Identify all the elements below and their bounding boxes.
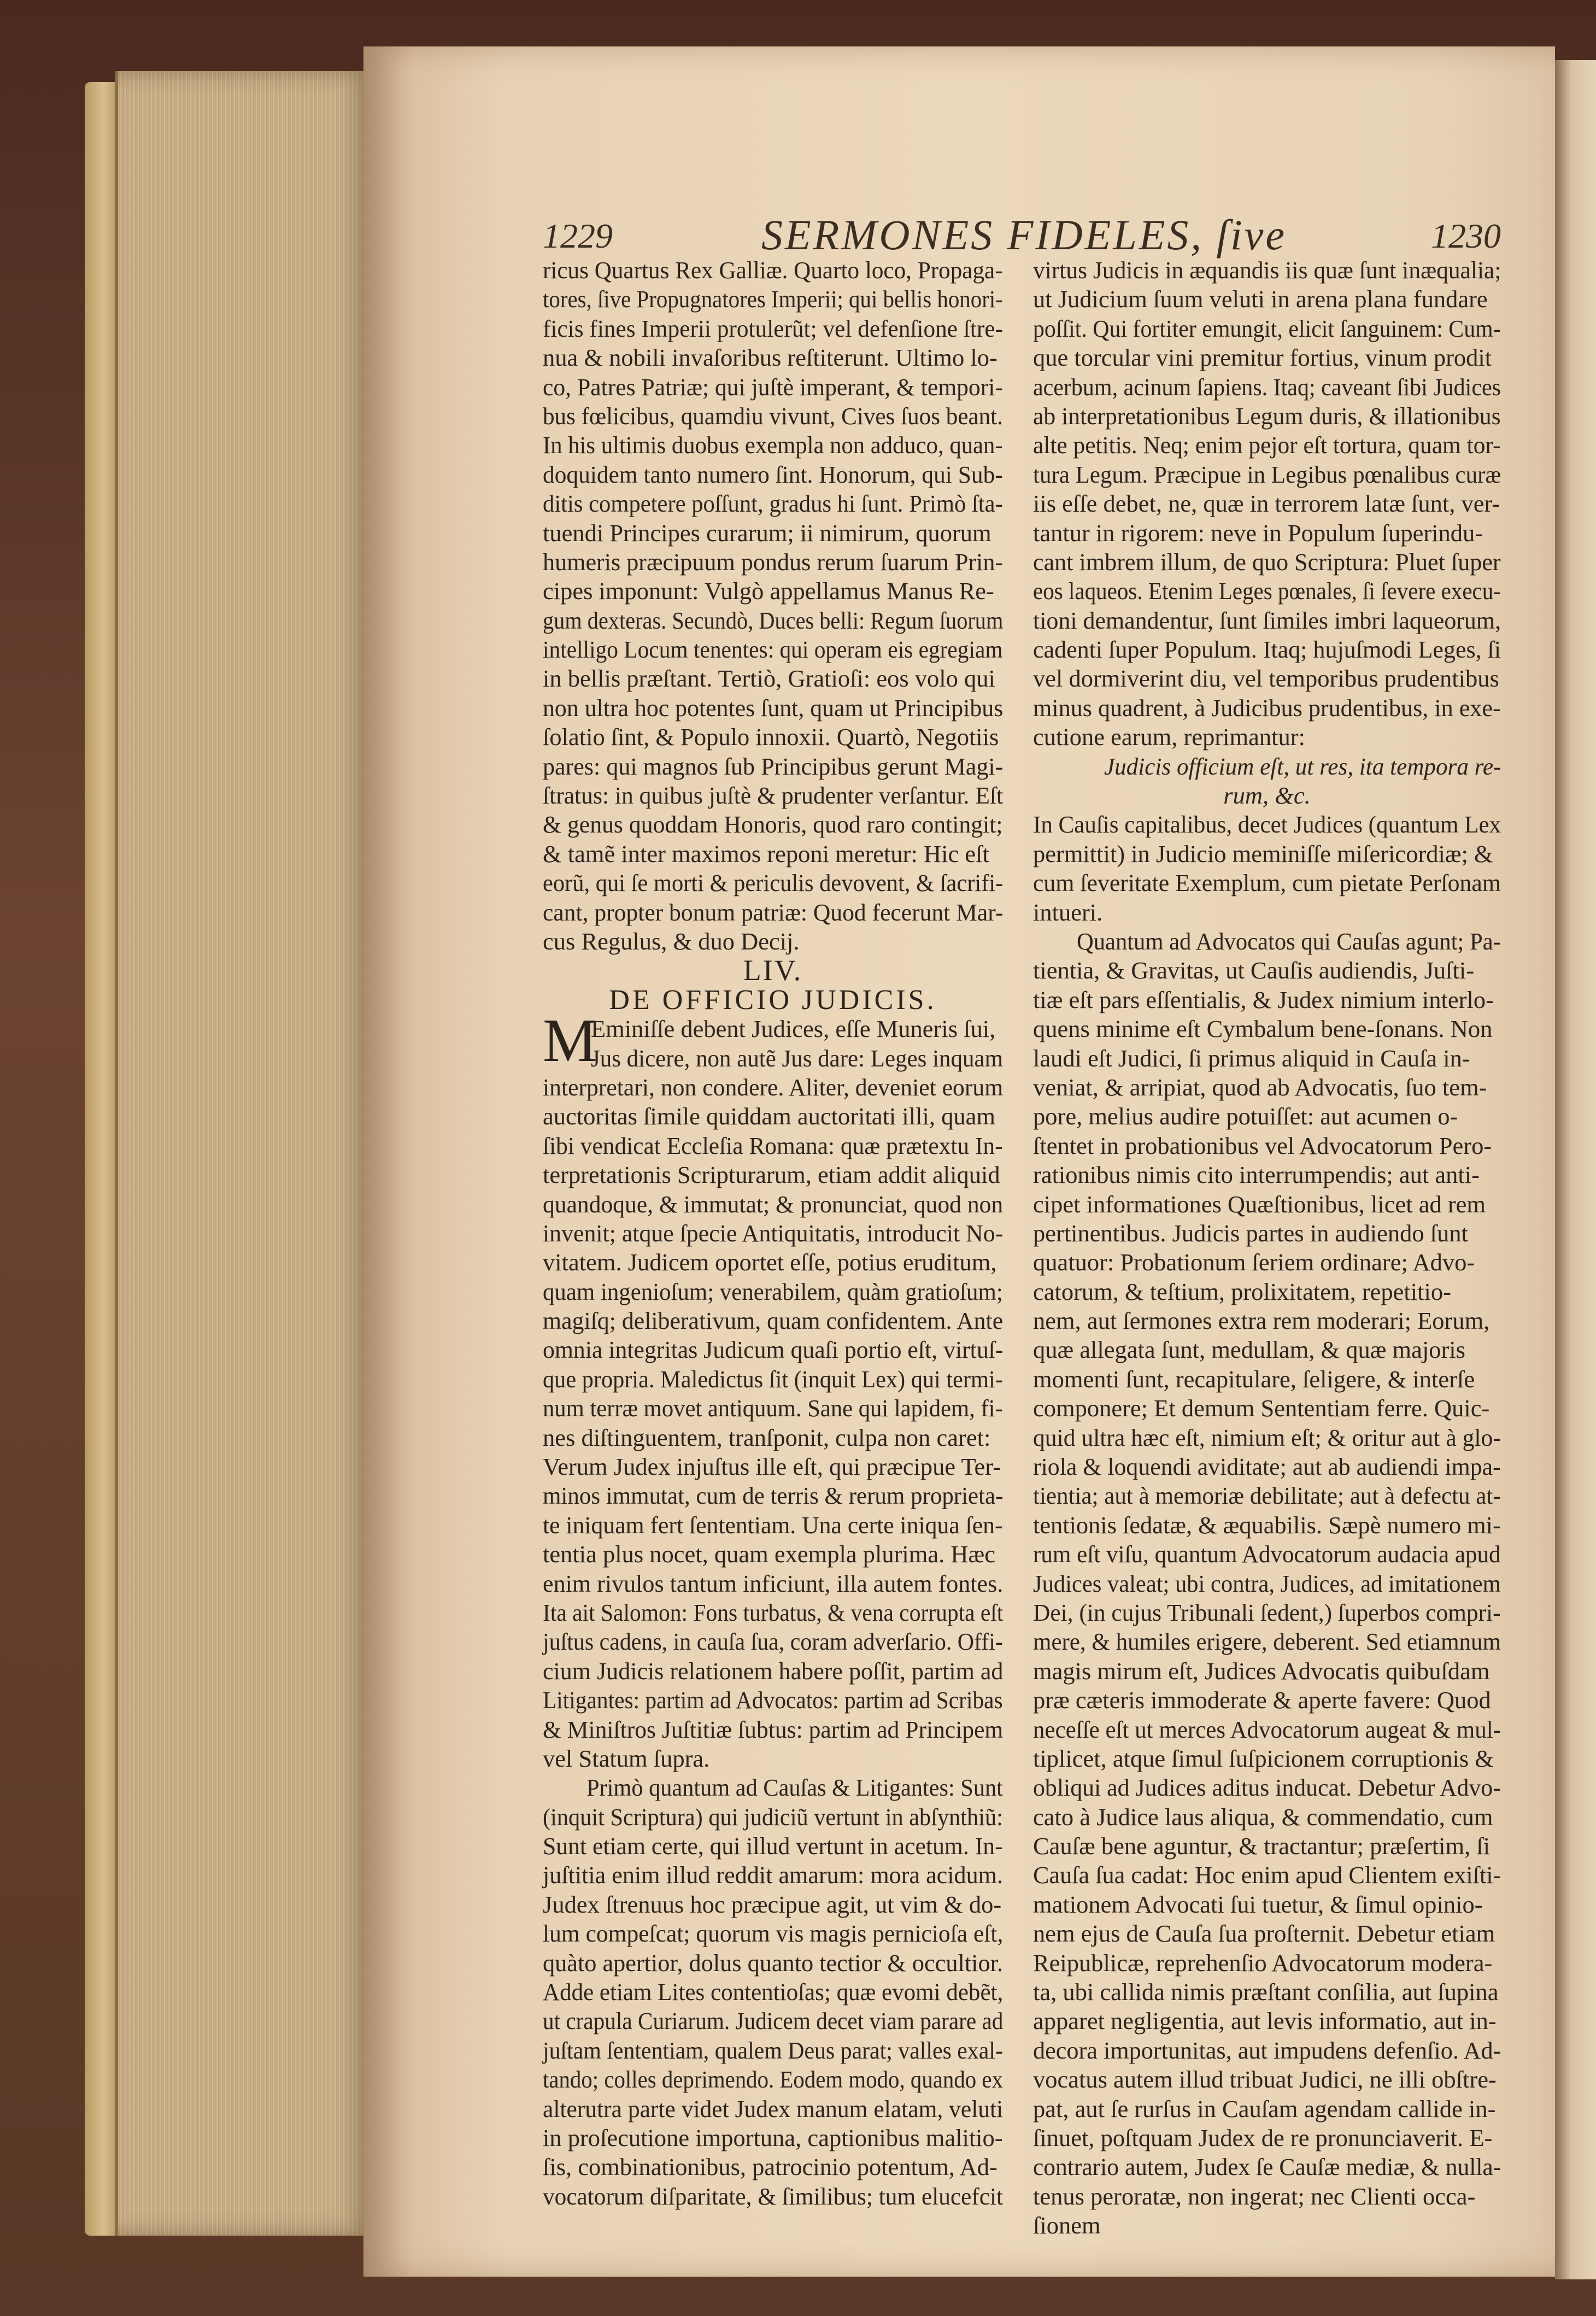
left-column-line: Adde etiam Lites contentioſas; quæ evomi debẽt, xyxy=(543,1978,1004,2006)
right-column-line: nem ejus de Cauſa ſua proſternit. Debetur etiam xyxy=(1033,1920,1495,1948)
left-column-line: (inquit Scriptura) qui judiciũ vertunt in abſynthiũ: xyxy=(543,1803,1003,1831)
right-column-line: ta, ubi callida nimis præſtant conſilia, aut ſupina xyxy=(1033,1978,1499,2006)
right-column-line: rum eſt viſu, quantum Advocatorum audacia apud xyxy=(1033,1540,1501,1568)
text-column-right xyxy=(1033,256,1501,2241)
right-column-line: decora importunitas, aut impudens defenſio. Ad- xyxy=(1033,2036,1501,2064)
right-column-line: obliqui ad Judices aditus inducat. Debetur Advo- xyxy=(1033,1774,1501,1802)
left-column-line: tores, ſive Propugnatores Imperii; qui bellis honori- xyxy=(543,285,1003,313)
right-column-line: cutione earum, reprimantur: xyxy=(1033,723,1305,751)
right-column-line: laudi eſt Judici, ſi primus aliquid in Cauſa in- xyxy=(1033,1044,1470,1072)
left-column-line: que propria. Maledictus ſit (inquit Lex) qui termi- xyxy=(543,1365,1003,1393)
right-column-line: veniat, & arripiat, quod ab Advocatis, ſuo tem- xyxy=(1033,1073,1487,1101)
left-column-line: Primò quantum ad Cauſas & Litigantes: Sunt xyxy=(586,1774,1003,1802)
left-column-line: tando; colles deprimendo. Eodem modo, quando ex xyxy=(543,2066,1003,2094)
left-column-line: nua & nobili invaſoribus reſtiterunt. Ultimo lo- xyxy=(543,344,998,372)
right-column-line: tenus peroratæ, non ingerat; nec Clienti occa- xyxy=(1033,2182,1476,2210)
right-column-line: In Cauſis capitalibus, decet Judices (quantum Lex xyxy=(1033,811,1501,839)
left-column-line: te iniquam fert ſententiam. Una certe iniqua ſen- xyxy=(543,1511,1003,1539)
left-column-line: Sunt etiam certe, qui illud vertunt in acetum. In- xyxy=(543,1832,1003,1860)
left-column-line: in bellis præſtant. Tertiò, Gratioſi: eos volo qui xyxy=(543,665,995,693)
right-column-line: præ cæteris immoderate & aperte favere: Quod xyxy=(1033,1686,1491,1714)
right-column-line: quens minime eſt Cymbalum bene-ſonans. Non xyxy=(1033,1015,1493,1043)
page-number-left: 1229 xyxy=(543,216,613,255)
right-column-line: Dei, (in cujus Tribunali ſedent,) ſuperbos compri- xyxy=(1033,1598,1501,1626)
right-column-line: neceſſe eſt ut merces Advocatorum augeat & mul- xyxy=(1033,1715,1501,1743)
right-column-line: componere; Et demum Sententiam ferre. Quic- xyxy=(1033,1394,1490,1422)
right-column-line: tioni demandentur, ſunt ſimiles imbri laqueorum, xyxy=(1033,606,1501,634)
right-column-line: intueri. xyxy=(1033,898,1103,926)
right-column-line: tura Legum. Præcipue in Legibus pœnalibus curæ xyxy=(1033,460,1501,488)
left-column-line: Verum Judex injuſtus ille eſt, qui præcipue Ter- xyxy=(543,1453,1001,1481)
right-column-line: Judicis officium eſt, ut res, ita tempora re- xyxy=(1104,752,1501,780)
left-column-line: vel Statum ſupra. xyxy=(543,1744,710,1772)
left-column-line: LIV. xyxy=(743,954,803,987)
left-column-line: Eminiſſe debent Judices, eſſe Muneris ſui, xyxy=(591,1015,996,1043)
right-column-line: cum ſeveritate Exemplum, cum pietate Perſonam xyxy=(1033,869,1501,897)
left-column-line: & Miniſtros Juſtitiæ ſubtus: partim ad Principem xyxy=(543,1715,1004,1743)
right-column-line: minus quadrent, à Judicibus prudentibus, in exe- xyxy=(1033,694,1501,722)
right-column-line: nem, aut ſermones extra rem moderari; Eorum, xyxy=(1033,1307,1490,1335)
right-column-line: pat, aut ſe rurſus in Cauſam agendam callide in- xyxy=(1033,2095,1496,2122)
right-column-line: ſinuet, poſtquam Judex de re pronunciaverit. E- xyxy=(1033,2124,1493,2151)
right-column-line: tientia, & Gravitas, ut Cauſis audiendis, Juſti- xyxy=(1033,957,1475,984)
left-column-line: Judex ſtrenuus hoc præcipue agit, ut vim & do- xyxy=(543,1890,1002,1918)
left-column-line: cium Judicis relationem habere poſſit, partim ad xyxy=(543,1657,1004,1685)
right-column-line: ſtentet in probationibus vel Advocatorum Pero- xyxy=(1033,1131,1492,1159)
left-column-line: vitatem. Judicem oportet eſſe, potius eruditum, xyxy=(543,1248,997,1276)
left-column-line: Ita ait Salomon: Fons turbatus, & vena corrupta eſt xyxy=(543,1598,1004,1626)
right-column-line: vocatus autem illud tribuat Judici, ne illi obſtre- xyxy=(1033,2066,1497,2094)
left-column-line: omnia integritas Judicum quaſi portio eſt, virtuſ- xyxy=(543,1336,1004,1364)
right-column-line: magis mirum eſt, Judices Advocatis quibuſdam xyxy=(1033,1657,1490,1685)
left-column-line: tentia plus nocet, quam exempla plurima. Hæc xyxy=(543,1540,995,1568)
right-column-line: quid ultra hæc eſt, nimium eſt; & oritur aut à glo- xyxy=(1033,1423,1501,1451)
right-column-line: momenti ſunt, recapitulare, ſeligere, & interſe xyxy=(1033,1365,1475,1393)
right-column-line: Quantum ad Advocatos qui Cauſas agunt; Pa- xyxy=(1077,927,1501,955)
left-column-line: in proſecutione importuna, captionibus malitio- xyxy=(543,2124,1003,2151)
right-column-line: Cauſa ſua cadat: Hoc enim apud Clientem exiſti- xyxy=(1033,1861,1501,1889)
right-column-line: virtus Judicis in æquandis iis quæ ſunt inæqualia; xyxy=(1033,256,1501,284)
right-column-line: rationibus nimis cito interrumpendis; aut anti- xyxy=(1033,1161,1480,1189)
left-column-line: eorũ, qui ſe morti & periculis devovent, & ſacrifi- xyxy=(543,869,1004,897)
right-column-line: riola & loquendi aviditate; aut ab audiendi impa- xyxy=(1033,1453,1501,1481)
left-column-line: humeris præcipuum pondus rerum ſuarum Prin- xyxy=(543,548,1004,576)
right-column-line: Cauſæ bene aguntur, & tractantur; præſertim, ſi xyxy=(1033,1832,1491,1860)
left-column-line: cant, propter bonum patriæ: Quod fecerunt Mar- xyxy=(543,898,1004,926)
right-column-line: iis eſſe debet, ne, quæ in terrorem latæ ſunt, ver- xyxy=(1033,490,1500,518)
left-column-line: lum compeſcat; quorum vis magis pernicioſa eſt, xyxy=(543,1920,1004,1948)
page-number-right: 1230 xyxy=(1431,216,1501,255)
right-column-line: tiæ eſt pars eſſentialis, & Judex nimium interlo- xyxy=(1033,986,1494,1013)
right-column-line: quatuor: Probationum ſeriem ordinare; Advo- xyxy=(1033,1248,1475,1276)
right-column-line: pore, melius audire potuiſſet: aut acumen o- xyxy=(1033,1103,1458,1130)
right-column-line: tientia; aut à memoriæ debilitate; aut à defectu at- xyxy=(1033,1482,1501,1510)
left-column-line: interpretari, non condere. Aliter, deveniet eorum xyxy=(543,1073,1004,1101)
facing-page-edge xyxy=(1555,60,1596,2279)
right-column-line: eos laqueos. Etenim Leges pœnales, ſi ſevere execu- xyxy=(1033,577,1501,605)
right-column-line: tantur in rigorem: neve in Populum ſuperindu- xyxy=(1033,519,1483,547)
right-column-line: poſſit. Qui fortiter emungit, elicit ſanguinem: Cum- xyxy=(1033,314,1501,342)
left-column-line: quàto apertior, dolus quanto tectior & occultior. xyxy=(543,1949,1003,1977)
left-column-line: terpretationis Scripturarum, etiam addit aliquid xyxy=(543,1161,1000,1189)
left-column-line: quandoque, & immutat; & pronunciat, quod non xyxy=(543,1190,1004,1218)
left-column-line: cus Regulus, & duo Decij. xyxy=(543,927,800,955)
drop-cap: M xyxy=(543,1007,597,1075)
right-column-line: permittit) in Judicio meminiſſe miſericordiæ; & xyxy=(1033,840,1493,867)
left-column-line: Jus dicere, non autẽ Jus dare: Leges inquam xyxy=(591,1044,1003,1072)
left-column-line: & genus quoddam Honoris, quod raro contingit; xyxy=(543,811,1003,839)
left-column-line: Litigantes: partim ad Advocatos: partim ad Scribas xyxy=(543,1686,1003,1714)
left-column-line: ſtratus: in quibus juſtè & prudenter verſantur. Eſt xyxy=(543,782,1004,810)
left-column-line: vocatorum diſparitate, & ſimilibus; tum elucefcit xyxy=(543,2182,1004,2210)
right-column-line: ut Judicium ſuum veluti in arena plana fundare xyxy=(1033,285,1488,313)
left-column-line: gum dexteras. Secundò, Duces belli: Regum ſuorum xyxy=(543,606,1004,634)
running-title: SERMONES FIDELES, ſive xyxy=(761,211,1287,259)
right-column-line: ſionem xyxy=(1033,2212,1101,2239)
left-column-line: juſtam ſententiam, qualem Deus parat; valles exal- xyxy=(543,2036,1003,2064)
right-column-line: pertinentibus. Judicis partes in audiendo ſunt xyxy=(1033,1219,1468,1247)
left-column-line: nes diſtinguentem, tranſponit, culpa non caret: xyxy=(543,1423,991,1451)
right-column-line: acerbum, acinum ſapiens. Itaq; caveant ſibi Judices xyxy=(1033,373,1501,401)
left-column-line: ſolatio ſint, & Populo innoxii. Quartò, Negotiis xyxy=(543,723,999,751)
right-column-line: Reipublicæ, reprehenſio Advocatorum modera- xyxy=(1033,1949,1493,1977)
left-column-line: ricus Quartus Rex Galliæ. Quarto loco, Propaga- xyxy=(543,256,1003,284)
right-column-line: mationem Advocati ſui tuetur, & ſimul opinio- xyxy=(1033,1890,1483,1918)
left-column-line: ficis fines Imperii protulerũt; vel defenſione ſtre- xyxy=(543,314,1003,342)
left-column-line: ditis competere poſſunt, gradus hi ſunt. Primò ſta- xyxy=(543,490,1003,518)
left-column-line: intelligo Locum tenentes: qui operam eis egregiam xyxy=(543,636,1003,664)
left-column-line: ſibi vendicat Eccleſia Romana: quæ prætextu In- xyxy=(543,1131,1003,1159)
right-column-line: catorum, & teſtium, prolixitatem, repetitio- xyxy=(1033,1277,1451,1305)
left-column-line: cipes imponunt: Vulgò appellamus Manus Re- xyxy=(543,577,994,605)
left-column-line: quam ingenioſum; venerabilem, quàm gratioſum; xyxy=(543,1277,1003,1305)
left-column-line: juſtus cadens, in cauſa ſua, coram adverſario. Offi- xyxy=(543,1628,1003,1656)
right-column-line: cato à Judice laus aliqua, & commendatio, cum xyxy=(1033,1803,1493,1831)
left-column-line: non ultra hoc potentes ſunt, quam ut Principibus xyxy=(543,694,1004,722)
right-column-line: alte petitis. Neq; enim pejor eſt tortura, quam tor- xyxy=(1033,431,1501,459)
left-column-line: ſis, combinationibus, patrocinio potentum, Ad- xyxy=(543,2153,998,2181)
right-column-line: vel dormiverint diu, vel temporibus prudentibus xyxy=(1033,665,1499,693)
right-column-line: tentionis ſedatæ, & æquabilis. Sæpè numero mi- xyxy=(1033,1511,1501,1539)
left-column-line: bus fœlicibus, quamdiu vivunt, Cives ſuos beant. xyxy=(543,402,1003,430)
right-column-line: cipet informationes Quæſtionibus, licet ad rem xyxy=(1033,1190,1486,1218)
right-column-line: contrario autem, Judex ſe Cauſæ mediæ, & nulla- xyxy=(1033,2153,1501,2181)
left-column-line: doquidem tanto numero ſint. Honorum, qui Sub- xyxy=(543,460,1003,488)
left-column-line: tuendi Principes curarum; ii nimirum, quorum xyxy=(543,519,991,547)
right-column-line: ab interpretationibus Legum duris, & illationibus xyxy=(1033,402,1501,430)
left-column-line: alterutra parte videt Judex manum elatam, veluti xyxy=(543,2095,1004,2122)
left-column-line: juſtitia enim illud reddit amarum: mora acidum. xyxy=(543,1861,1003,1889)
text-column-left xyxy=(543,256,1003,2211)
right-column-line: que torcular vini premitur fortius, vinum prodit xyxy=(1033,344,1492,372)
left-column-line: invenit; atque ſpecie Antiquitatis, introducit No- xyxy=(543,1219,1004,1247)
left-column-line: auctoritas ſimile quiddam auctoritati illi, quam xyxy=(543,1103,995,1130)
left-column-line: DE OFFICIO JUDICIS. xyxy=(609,984,937,1016)
right-column-line: Judices valeat; ubi contra, Judices, ad imitationem xyxy=(1033,1569,1501,1597)
right-column-line: quæ allegata ſunt, medullam, & quæ majoris xyxy=(1033,1336,1465,1364)
left-column-line: num terræ movet antiquum. Sane qui lapidem, fi- xyxy=(543,1394,1003,1422)
right-column-line: cant imbrem illum, de quo Scriptura: Pluet ſuper xyxy=(1033,548,1501,576)
left-column-line: minos immutat, cum de terris & rerum proprieta- xyxy=(543,1482,1004,1510)
left-column-line: In his ultimis duobus exempla non adduco, quan- xyxy=(543,431,1003,459)
right-column-line: rum, &c. xyxy=(1223,782,1311,810)
left-column-line: pares: qui magnos ſub Principibus gerunt Magi- xyxy=(543,752,1004,780)
left-column-line: ut crapula Curiarum. Judicem decet viam parare ad xyxy=(543,2007,1004,2035)
left-column-line: co, Patres Patriæ; qui juſtè imperant, & tempori- xyxy=(543,373,1003,401)
right-column-line: cadenti ſuper Populum. Itaq; hujuſmodi Leges, ſi xyxy=(1033,636,1501,664)
left-column-line: enim rivulos tantum inficiunt, illa autem fontes. xyxy=(543,1569,1004,1597)
left-column-line: magiſq; deliberativum, quam confidentem. Ante xyxy=(543,1307,1004,1335)
left-column-line: & tamẽ inter maximos reponi meretur: Hic eſt xyxy=(543,840,989,867)
right-column-line: apparet negligentia, aut levis informatio, aut in- xyxy=(1033,2007,1497,2035)
right-column-line: tiplicet, atque ſimul ſuſpicionem corruptionis & xyxy=(1033,1744,1494,1772)
page-fore-edge xyxy=(115,71,375,2236)
right-column-line: mere, & humiles erigere, deberent. Sed etiamnum xyxy=(1033,1628,1501,1656)
